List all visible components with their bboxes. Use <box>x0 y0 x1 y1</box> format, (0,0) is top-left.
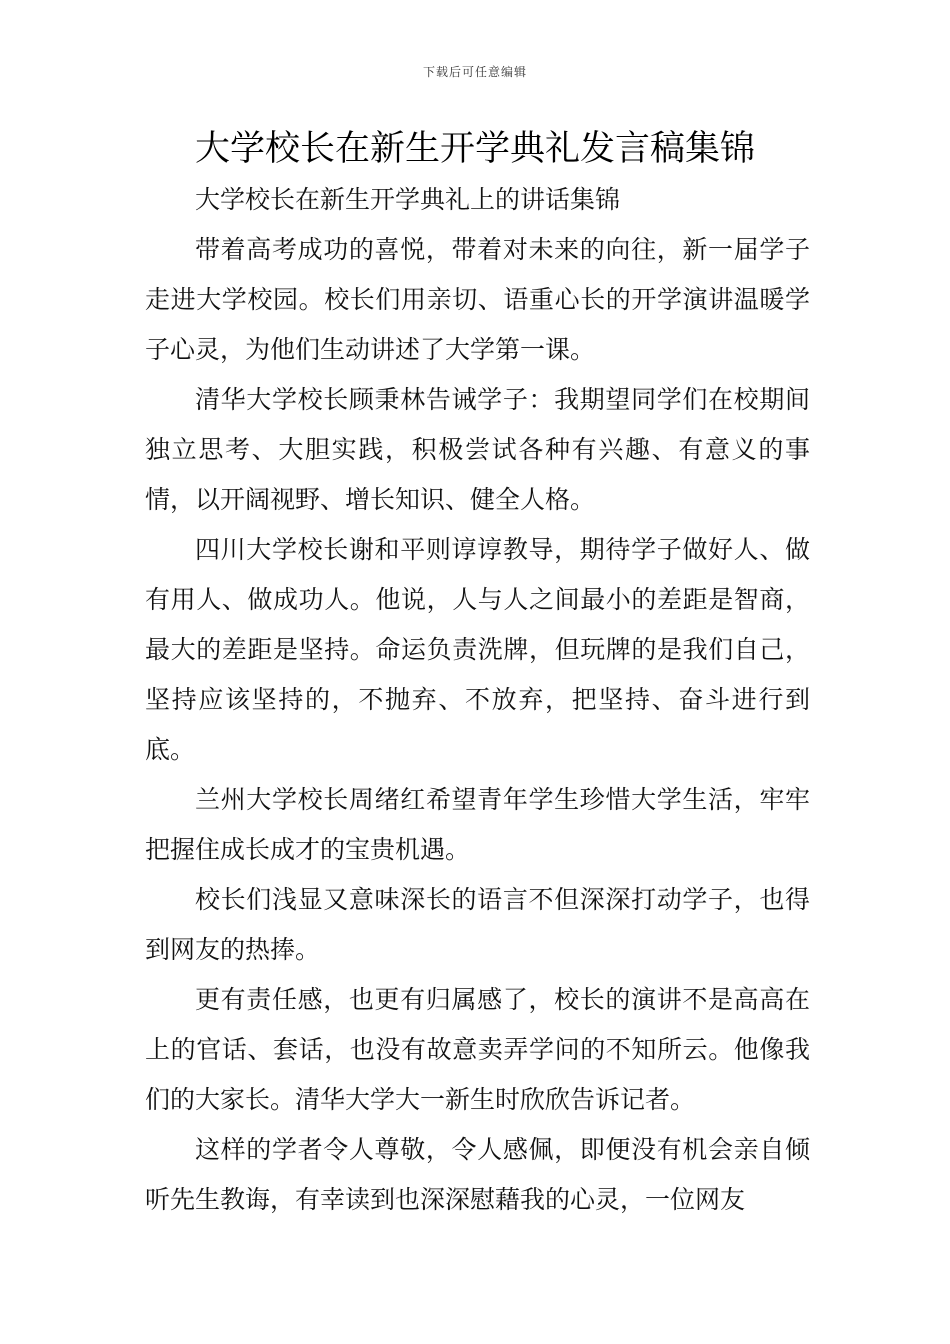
paragraph: 清华大学校长顾秉林告诫学子：我期望同学们在校期间独立思考、大胆实践，积极尝试各种有兴趣、有意义的事情，以开阔视野、增长知识、健全人格。 <box>145 385 810 514</box>
paragraph: 带着高考成功的喜悦，带着对未来的向往，新一届学子走进大学校园。校长们用亲切、语重心长的开学演讲温暖学子心灵，为他们生动讲述了大学第一课。 <box>145 235 810 364</box>
paragraph: 这样的学者令人尊敬，令人感佩，即便没有机会亲自倾听先生教诲，有幸读到也深深慰藉我的心灵，一位网友 <box>145 1135 810 1214</box>
paragraph: 校长们浅显又意味深长的语言不但深深打动学子，也得到网友的热捧。 <box>145 885 810 964</box>
paragraph: 兰州大学校长周绪红希望青年学生珍惜大学生活，牢牢把握住成长成才的宝贵机遇。 <box>145 785 810 864</box>
paragraph: 更有责任感，也更有归属感了，校长的演讲不是高高在上的官话、套话，也没有故意卖弄学问的不知所云。他像我们的大家长。清华大学大一新生时欣欣告诉记者。 <box>145 985 810 1114</box>
paragraph: 四川大学校长谢和平则谆谆教导，期待学子做好人、做有用人、做成功人。他说，人与人之间最小的差距是智商，最大的差距是坚持。命运负责洗牌，但玩牌的是我们自己，坚持应该坚持的，不抛弃、不放弃，把坚持、奋斗进行到底。 <box>145 535 810 764</box>
document-title: 大学校长在新生开学典礼发言稿集锦 <box>194 129 755 169</box>
header-note: 下载后可任意编辑 <box>422 65 527 79</box>
document-body <box>145 175 810 1225</box>
paragraph-subtitle: 大学校长在新生开学典礼上的讲话集锦 <box>195 185 621 214</box>
